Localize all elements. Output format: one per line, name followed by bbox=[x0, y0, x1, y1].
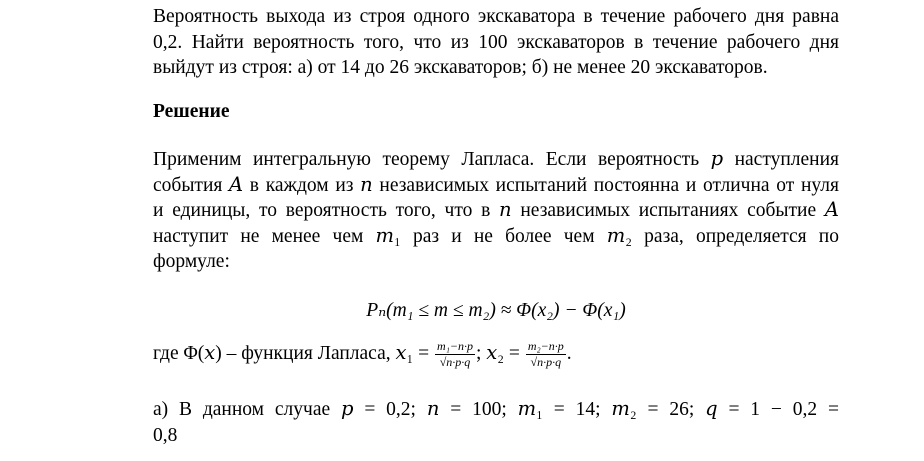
separator: ; bbox=[475, 342, 482, 364]
x2-numerator: m₂−n·p bbox=[527, 339, 564, 353]
paragraph-line: Применим интегральную теорему Лапласа. Если вероятность 𝑝 наступления bbox=[153, 149, 839, 170]
paragraph-line: формуле: bbox=[153, 251, 230, 272]
case-a-line: 0,8 bbox=[153, 424, 178, 446]
x1-label: 𝑥₁ = bbox=[395, 342, 430, 364]
paragraph-line: события 𝐴 в каждом из 𝑛 независимых испытаний постоянна и отлична от нуля bbox=[153, 174, 839, 196]
solution-heading: Решение bbox=[153, 101, 230, 122]
problem-line: выйдут из строя: а) от 14 до 26 экскаваторов; б) не менее 20 экскаваторов. bbox=[153, 57, 768, 78]
problem-line: Вероятность выхода из строя одного экскаватора в течение рабочего дня равна bbox=[153, 6, 839, 27]
definition-prefix: где Φ(𝑥) – функция Лапласа, bbox=[153, 342, 391, 364]
laplace-formula: Pₙ(m₁ ≤ m ≤ m₂) ≈ Φ(x₂) − Φ(x₁) bbox=[366, 300, 626, 321]
theorem-paragraph bbox=[153, 147, 839, 275]
problem-line: 0,2. Найти вероятность того, что из 100 экскаваторов в течение рабочего дня bbox=[153, 31, 839, 53]
x1-fraction bbox=[435, 340, 475, 369]
case-a-line: а) В данном случае 𝑝 = 0,2; 𝑛 = 100; 𝑚₁ = 14; 𝑚₂ = 26; 𝑞 = 1 − 0,2 = bbox=[153, 399, 839, 420]
x1-numerator: m₁−n·p bbox=[437, 339, 473, 353]
end-period: . bbox=[566, 342, 572, 364]
x1-denominator: √n·p·q bbox=[439, 355, 471, 369]
paragraph-line: наступит не менее чем 𝑚₁ раз и не более чем 𝑚₂ раза, определяется по bbox=[153, 225, 839, 247]
x2-label: 𝑥₂ = bbox=[486, 342, 520, 364]
problem-statement bbox=[153, 4, 839, 81]
x2-denominator: √n·p·q bbox=[530, 355, 562, 369]
case-a-paragraph bbox=[153, 397, 839, 448]
laplace-definition bbox=[153, 340, 839, 369]
x2-fraction bbox=[526, 340, 566, 369]
paragraph-line: и единицы, то вероятность того, что в 𝑛 независимых испытаниях событие 𝐴 bbox=[153, 200, 839, 221]
